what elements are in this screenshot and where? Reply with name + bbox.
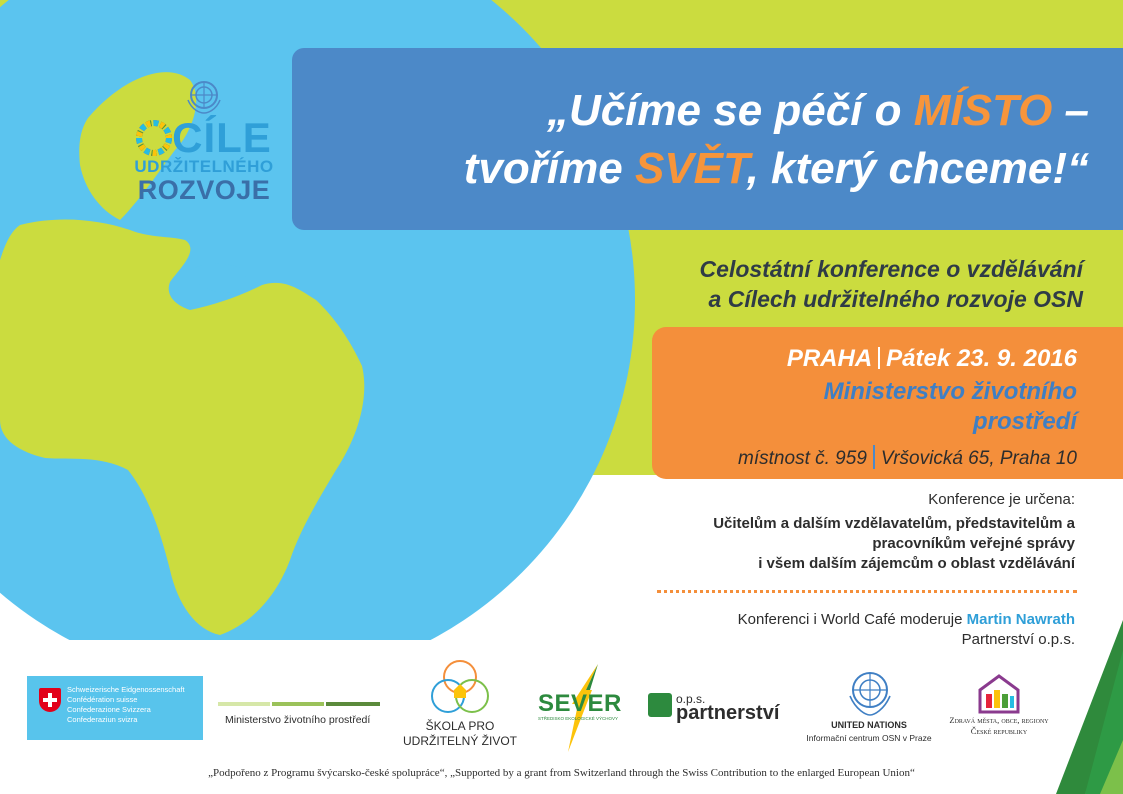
title-line-1: „Učíme se péčí o MÍSTO – (546, 86, 1089, 135)
event-venue-line-2: prostředí (972, 408, 1077, 435)
moderator-name: Martin Nawrath (966, 611, 1075, 628)
partnerstvi-logo-text: partnerství (676, 702, 780, 724)
zdrava-mesta-logo-text: Zdravá města, obce, regiony České republiky (949, 715, 1049, 736)
logo-rozvoje: ROZVOJE (137, 175, 271, 205)
event-city: PRAHA (786, 345, 873, 372)
title-banner (292, 48, 1123, 230)
audience-section (713, 491, 1075, 574)
title-highlight-svet: SVĚT (634, 144, 747, 193)
zdrava-mesta-logo-icon (976, 674, 1022, 714)
audience-line-3: i všem dalším zájemcům o oblast vzdělávání (758, 555, 1075, 572)
event-place-date (787, 345, 1077, 373)
logo-udrzitelneho: UDRŽITELNÉHO (134, 157, 274, 176)
sever-logo-subtext: STŘEDISKO EKOLOGICKÉ VÝCHOVY (538, 716, 619, 721)
moderator-org: Partnerství o.p.s. (961, 631, 1075, 648)
skola-pro-udrzitelny-zivot-logo-icon (428, 658, 492, 718)
logo-cile: CÍLE (172, 114, 272, 161)
sdg-logo (124, 80, 284, 204)
audience-line-2: pracovníkům veřejné správy (872, 535, 1075, 552)
audience-line-1: Učitelům a dalším vzdělavatelům, představitelům a (713, 515, 1075, 532)
sever-logo-text: SEVER (538, 690, 622, 717)
audience-heading: Konference je určena: (928, 491, 1075, 508)
partnerstvi-leaf-icon (648, 693, 672, 717)
event-room: místnost č. 959 (738, 448, 867, 470)
sdg-wheel-icon (136, 120, 172, 156)
swiss-confederation-logo: Schweizerische Eidgenossenschaft Confédération suisse Confederazione Svizzera Confederaziun svizra (27, 676, 203, 740)
partnerstvi-ops: o.p.s. (676, 692, 706, 706)
swiss-cross-icon (39, 688, 61, 712)
un-info-center: UNITED NATIONS Informační centrum OSN v Praze (806, 720, 932, 743)
event-info-box (652, 327, 1123, 479)
dotted-divider (657, 590, 1077, 593)
mzp-logo-bars (218, 702, 380, 706)
mzp-logo-text: Ministerstvo životního prostředí (225, 714, 371, 726)
skola-logo-text: ŠKOLA PRO UDRŽITELNÝ ŽIVOT (402, 719, 517, 748)
title-highlight-misto: MÍSTO (913, 86, 1053, 135)
un-emblem-icon (184, 80, 224, 114)
moderation-text: Konferenci i World Café moderuje (737, 611, 967, 628)
event-date: Pátek 23. 9. 2016 (886, 345, 1077, 372)
funding-footnote: „Podpořeno z Programu švýcarsko-české spolupráce“, „Supported by a grant from Switzerland through the Swiss Contribution to the enlarged European Union“ (208, 767, 915, 779)
moderation-section (738, 610, 1075, 650)
conference-subtitle: Celostátní konference o vzdělávání a Cílech udržitelného rozvoje OSN (699, 256, 1083, 312)
un-emblem-icon (846, 670, 894, 716)
event-room-address (738, 445, 1077, 473)
event-venue-line-1: Ministerstvo životního (823, 378, 1077, 405)
event-address: Vršovická 65, Praha 10 (880, 448, 1077, 470)
title-line-2: tvoříme SVĚT, který chceme!“ (463, 144, 1089, 193)
